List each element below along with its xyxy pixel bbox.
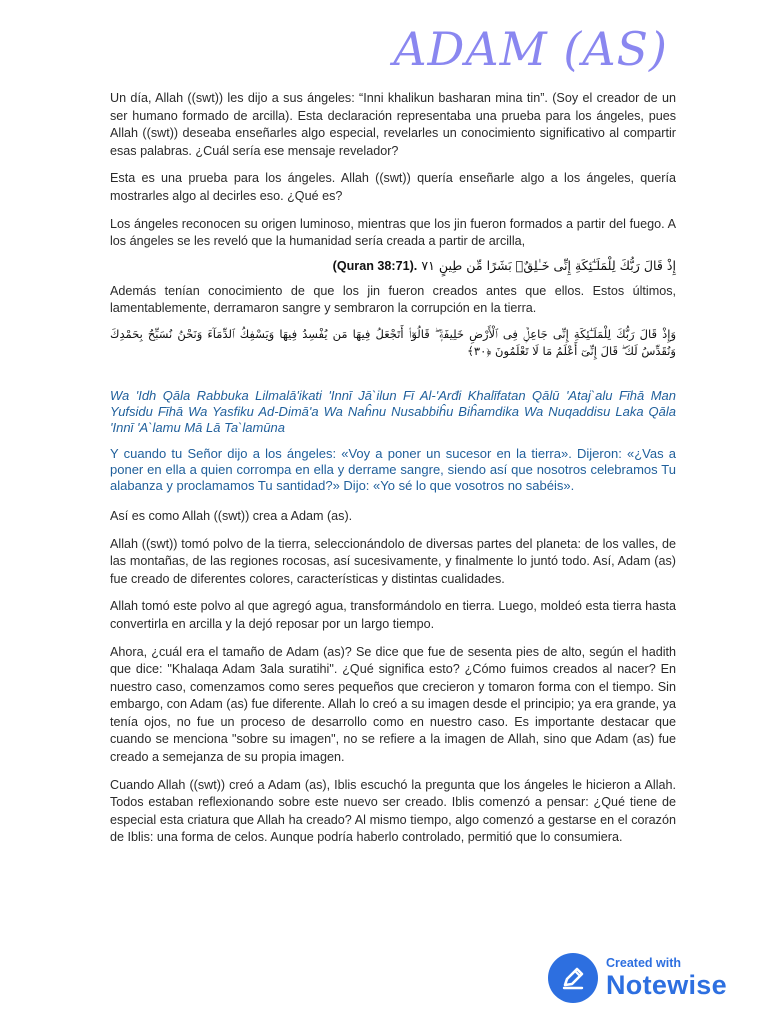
document-body (110, 90, 676, 857)
notewise-badge (548, 952, 748, 1004)
pen-icon (548, 953, 598, 1003)
paragraph: Los ángeles reconocen su origen luminoso, mientras que los jin fueron formados a partir del fuego. A los ángeles se les reveló que la humanidad sería creada a partir de arcilla, (110, 216, 676, 249)
paragraph: Así es como Allah ((swt)) crea a Adam (as). (110, 508, 353, 523)
badge-brand: Notewise (606, 969, 727, 1000)
page-title: ADAM (AS) (393, 22, 668, 76)
paragraph: Además tenían conocimiento de que los jin fueron creados antes que ellos. Estos últimos, lamentablemente, derramaron sangre y sembraron la corrupción en la tierra. (110, 283, 676, 316)
arabic-verse: وَإِذْ قَالَ رَبُّكَ لِلْمَلَـٰٓئِكَةِ إِنِّى جَاعِلٌۭ فِى ٱلْأَرْضِ خَلِيفَةًۭ ۖ قَالُوٓا۟ أَتَجْعَلُ فِيهَا مَن يُفْسِدُ فِيهَا وَيَسْفِكُ ٱلدِّمَآءَ وَنَحْنُ نُسَبِّحُ بِحَمْدِكَ وَنُقَدِّسُ لَكَ ۖ قَالَ إِنِّىٓ أَعْلَمُ مَا لَا تَعْلَمُونَ ﴿٣٠﴾ (110, 326, 676, 358)
paragraph: Allah tomó este polvo al que agregó agua, transformándolo en tierra. Luego, moldeó esta tierra hasta convertirla en arcilla y la dejó reposar por un largo tiempo. (110, 599, 676, 631)
quran-citation (110, 257, 676, 275)
paragraph: Allah ((swt)) tomó polvo de la tierra, seleccionándolo de diversas partes del planeta: de los valles, de las montañas, de las regiones rocosas, así sucesivamente, y finalmente lo juntó todo. Así, Adam (as) fue creado de diferentes colores, características y distintas cualidades. (110, 536, 676, 586)
badge-caption: Created with (606, 956, 682, 971)
quran-arabic-text: إِذْ قَالَ رَبُّكَ لِلْمَلَـٰٓئِكَةِ إِنِّى خَـٰلِقٌۢ بَشَرًا مِّن طِينٍ ٧١ (421, 257, 676, 273)
quran-reference: (Quran 38:71). (332, 258, 418, 273)
paragraph: Cuando Allah ((swt)) creó a Adam (as), Iblis escuchó la pregunta que los ángeles le hicieron a Allah. Todos estaban reflexionando sobre este nuevo ser creado. Iblis comenzó a pensar: ¿Qué tiene de especial esta criatura que Allah ha creado? Al mismo tiempo, algo comenzó a gestarse en el corazón de Iblis: una forma de celos. Aunque podría haberlo controlado, permitió que lo consumiera. (110, 777, 676, 845)
transliteration: Wa 'Idh Qāla Rabbuka Lilmalā'ikati 'Innī Jā`ilun Fī Al-'Arđi Khalīfatan Qālū 'Ataj`alu Fīhā Man Yufsidu Fīhā Wa Yasfiku Ad-Dimā'a Wa Naĥnu Nusabbiĥu Biĥamdika Wa Nuqaddisu Laka Qāla 'Innī 'A`lamu Mā Lā Ta`lamūna (110, 387, 676, 435)
paragraph: Ahora, ¿cuál era el tamaño de Adam (as)? Se dice que fue de sesenta pies de alto, según el hadith que dice: "Khalaqa Adam 3ala suratihi". ¿Qué significa esto? ¿Cómo fuimos creados al nacer? En nuestro caso, comenzamos como seres pequeños que crecieron y tomaron forma con el tiempo. Sin embargo, con Adam (as) fue diferente. Allah lo creó a su imagen desde el principio; ya era grande, ya tenía ojos, no fue un proceso de desarrollo como en nuestro caso. Es importante destacar que cuando se menciona "sobre su imagen", no se refiere a la imagen de Allah, sino que Adam (as) fue creado a semejanza de su propia imagen. (110, 644, 676, 765)
translation: Y cuando tu Señor dijo a los ángeles: «Voy a poner un sucesor en la tierra». Dijeron: «¿Vas a poner en ella a quien corrompa en ella y derrame sangre, siendo así que nosotros celebramos Tu alabanza y proclamamos Tu santidad?» Dijo: «Yo sé lo que vosotros no sabéis». (110, 445, 676, 493)
paragraph: Un día, Allah ((swt)) les dijo a sus ángeles: “Inni khalikun basharan mina tin”. (Soy el creador de un ser humano formado de arcilla). Esta declaración representaba una prueba para los ángeles, pues Allah ((swt)) deseaba enseñarles algo especial, revelarles un conocimiento significativo al compartir esas palabras. ¿Cuál sería ese mensaje revelador? (110, 91, 676, 158)
paragraph: Esta es una prueba para los ángeles. Allah ((swt)) quería enseñarle algo a los ángeles, quería mostrarles algo al decirles eso. ¿Qué es? (110, 171, 676, 203)
